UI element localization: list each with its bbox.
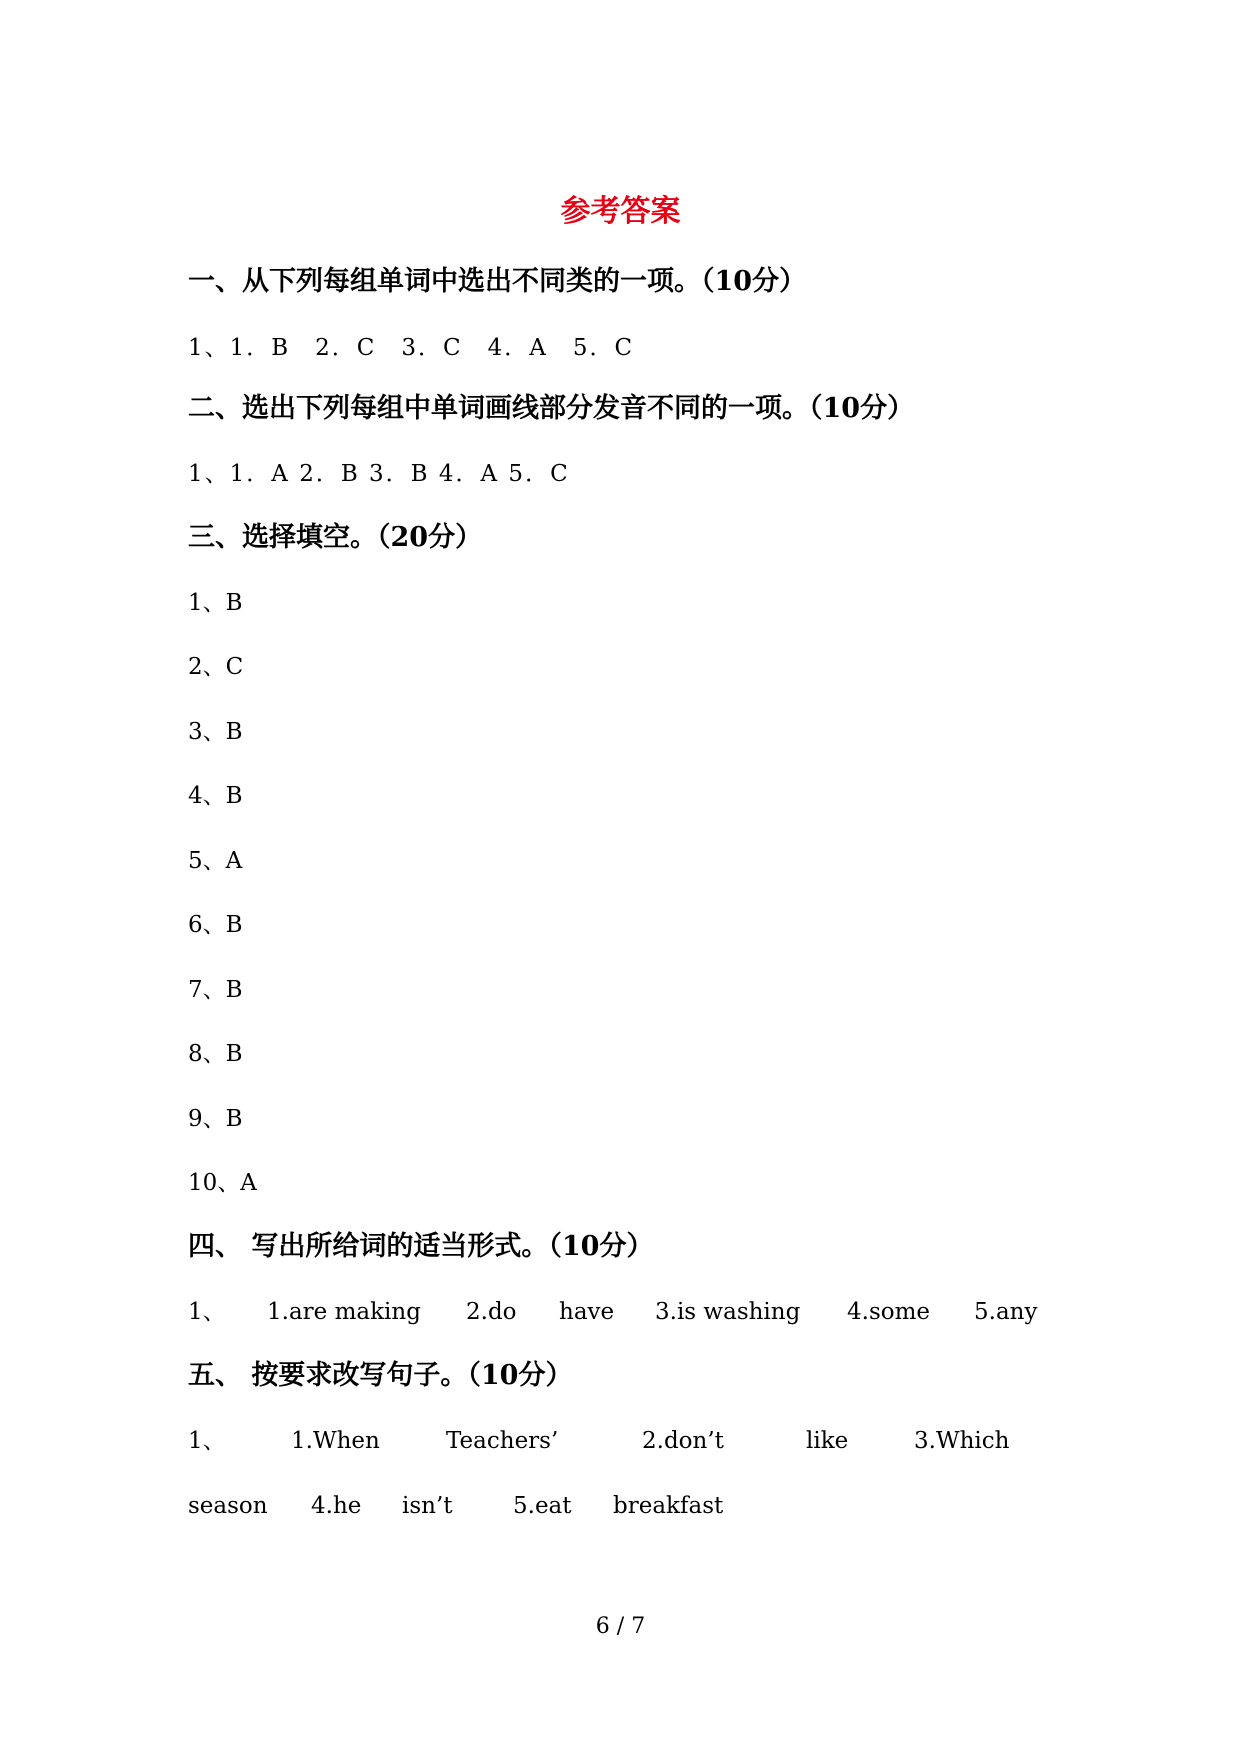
page-number: 6 / 7 [595,1614,646,1639]
section-3-answer-2: 2、C [188,654,244,680]
page-title: 参考答案 [560,194,681,229]
answer-token: 5.eat [513,1493,572,1519]
answer-token: 2.do [466,1299,517,1325]
section-1-heading: 一、从下列每组单词中选出不同类的一项。（10分） [188,266,807,297]
section-2-answer: 1、1．A 2．B 3．B 4．A 5．C [188,461,570,487]
section-3-answer-4: 4、B [188,783,243,809]
section-3-heading: 三、选择填空。（20分） [188,522,483,553]
answer-token: isn’t [402,1493,453,1519]
answer-token: 3.Which [914,1428,1010,1454]
section-4-answer [188,1294,1088,1330]
section-5-answer-line-1 [188,1423,1088,1459]
section-5-answer-line-2 [188,1488,1088,1524]
section-1-answer: 1、1．B 2．C 3．C 4．A 5．C [188,335,635,361]
section-3-answer-5: 5、A [188,848,243,874]
answer-token: 4.some [847,1299,931,1325]
answer-token: 5.any [974,1299,1038,1325]
answer-token: season [188,1493,268,1519]
section-3-answer-9: 9、B [188,1106,243,1132]
section-4-heading: 四、 写出所给词的适当形式。（10分） [188,1231,654,1262]
section-3-answer-10: 10、A [188,1170,257,1196]
answer-token: 1.When [291,1428,380,1454]
answer-token: 1.are making [267,1299,421,1325]
answer-token: breakfast [613,1493,724,1519]
answer-token: have [559,1299,615,1325]
section-3-answer-1: 1、B [188,590,243,616]
section-5-heading: 五、 按要求改写句子。（10分） [188,1360,573,1391]
answer-token: 3.is washing [655,1299,801,1325]
section-3-answer-7: 7、B [188,977,243,1003]
answer-token: 4.he [311,1493,362,1519]
section-2-heading: 二、选出下列每组中单词画线部分发音不同的一项。（10分） [188,393,915,424]
answer-token: like [806,1428,849,1454]
answer-token: Teachers’ [446,1428,559,1454]
section-3-answer-3: 3、B [188,719,243,745]
answer-token: 1、 [188,1428,226,1454]
section-3-answer-8: 8、B [188,1041,243,1067]
section-3-answer-6: 6、B [188,912,243,938]
answer-token: 2.don’t [642,1428,724,1454]
answer-token: 1、 [188,1299,226,1325]
